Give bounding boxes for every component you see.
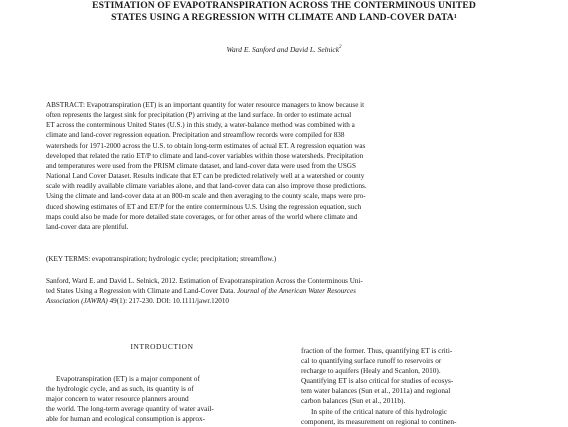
body-line: tem water balances (Sun et al., 2011a) and regional [301,386,451,396]
abstract-line: maps could also be made for more detailed state coverages, or for other areas of the world where climate and [46,212,358,221]
paper-title [40,0,528,24]
journal-abbrev: Association (JAWRA) [46,297,108,306]
body-line: the hydrologic cycle, and as such, its quantity is of [46,384,194,394]
body-line: the world. The long-term average quantity of water avail- [46,404,214,414]
abstract-line: often represents the largest sink for precipitation (P) arriving at the land surface. In order to estimate actual [46,111,352,120]
body-line: fraction of the former. Thus, quantifying ET is criti- [301,346,453,355]
citation-line-1: Sanford, Ward E. and David L. Selnick, 2012. Estimation of Evapotranspiration Across the Conterminous Uni- [46,277,363,285]
right-column [301,346,527,427]
body-line: Evapotranspiration (ET) is a major component of [56,374,200,384]
abstract-line: and temperatures were used from the PRISM climate dataset, and land-cover data were used from the USGS [46,161,356,170]
title-footnote-mark: 1 [453,14,457,20]
body-line: Quantifying ET is also critical for studies of ecosys- [301,376,454,386]
left-column [46,342,278,425]
abstract-line: duced showing estimates of ET and ET/P for the entire conterminous U.S. Using the regression equation, such [46,202,362,211]
body-line: component, its measurement on regional to continen- [301,416,457,426]
abstract-line: developed that related the ratio ET/P to climate and land-cover variables within those watersheds. Precipitation [46,151,364,160]
abstract-line: Using the climate and land-cover data at an 800-m scale and then averaging to the county scale, maps were pro- [46,192,366,201]
abstract-line: National Land Cover Dataset. Results indicate that ET can be predicted relatively well at a watershed or county [46,172,365,181]
abstract-line: ABSTRACT: Evapotranspiration (ET) is an important quantity for water resource managers to know because it [46,101,365,109]
body-line: recharge to aquifers (Healy and Scanlon, 2010). [301,366,441,376]
citation-line-2: ted States Using a Regression with Climate and Land-Cover Data. Journal of the American Water Resources [46,287,356,296]
abstract-line: land-cover data are plentiful. [46,222,129,231]
author-footnote-mark: 2 [339,45,342,50]
body-line: major concern to water resource planners around [46,394,189,404]
key-terms: (KEY TERMS: evapotranspiration; hydrologic cycle; precipitation; streamflow.) [46,255,277,263]
abstract [46,100,526,232]
body-line: In spite of the critical nature of this hydrologic [311,406,448,416]
abstract-line: ET across the conterminous United States (U.S.) in this study, a water-balance method was combined with a [46,121,355,130]
author-line [40,45,528,54]
body-line: cal to quantifying surface runoff to reservoirs or [301,356,442,366]
citation-line-3: Association (JAWRA) 49(1): 217-230. DOI: 10.1111/jawr.12010 [46,297,229,306]
author-names: Ward E. Sanford and David L. Selnick [226,45,339,54]
citation [46,276,526,306]
title-line-2: STATES USING A REGRESSION WITH CLIMATE AND LAND-COVER DATA$^1$ [111,12,457,23]
abstract-line: climate and land-cover regression equation. Precipitation and streamflow records were compiled for 838 [46,131,345,140]
journal-name: Journal of the American Water Resources [236,287,356,296]
body-line: carbon balances (Sun et al., 2011b). [301,396,406,406]
abstract-line: scale with readily available climate variables alone, and that land-cover data can also improve those predictions. [46,182,367,191]
body-line: able for human and ecological consumption is approx- [46,414,206,424]
title-line-1: ESTIMATION OF EVAPOTRANSPIRATION ACROSS THE CONTERMINOUS UNITED [92,0,476,11]
section-heading-introduction: INTRODUCTION [130,342,194,351]
abstract-line: watersheds for 1971-2000 across the U.S. to obtain long-term estimates of actual ET. A regression equation was [46,141,366,150]
